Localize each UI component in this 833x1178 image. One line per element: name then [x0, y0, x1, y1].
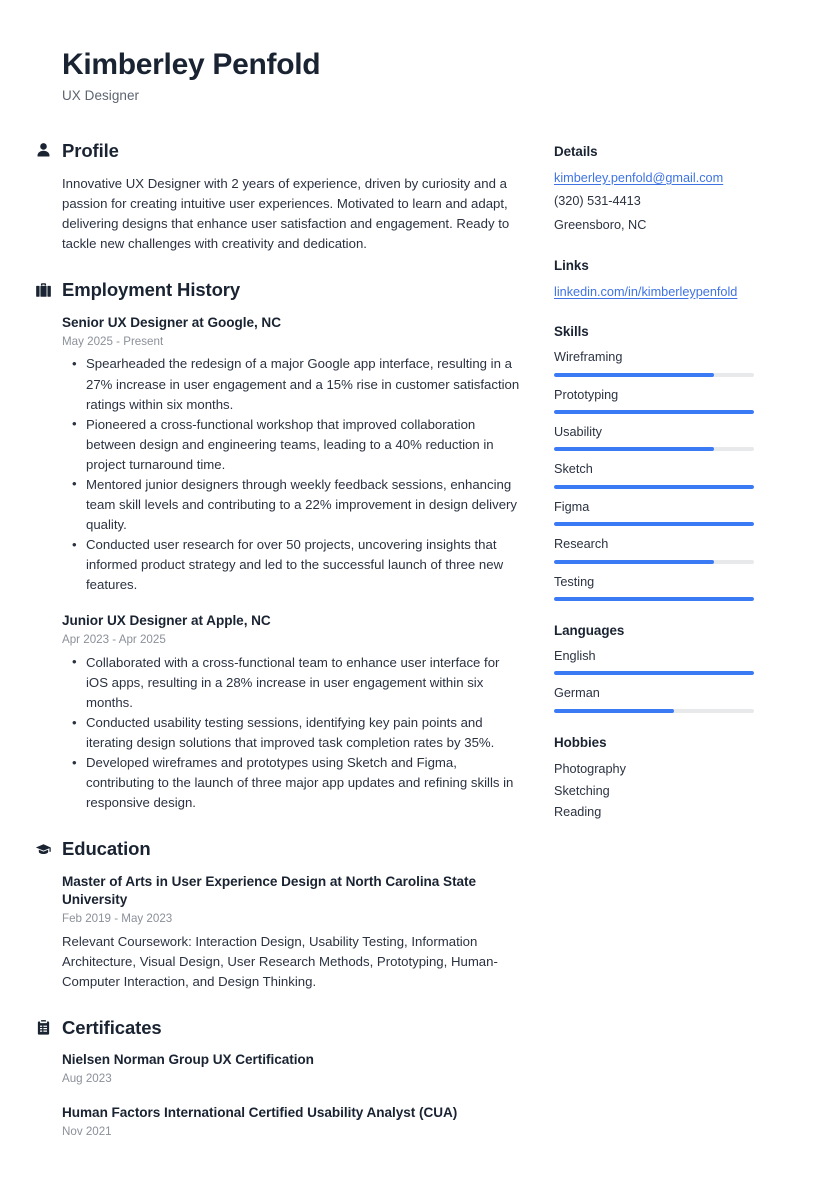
sidebar-heading: Details	[554, 143, 598, 159]
skill-level-fill	[554, 485, 754, 489]
entry-date: May 2025 - Present	[62, 334, 164, 348]
entry-bullets	[62, 354, 522, 595]
language-label: German	[554, 686, 600, 701]
entry-bullets	[62, 653, 522, 814]
profile-summary: Innovative UX Designer with 2 years of experience, driven by curiosity and a passion for creating intuitive user experiences. Motivated to learn and adapt, delivering designs that enhance user satisfaction and engagement. Ready to tackle new challenges with creativity and dedication.	[62, 176, 510, 252]
bullet-item: • Conducted user research for over 50 projects, uncovering insights that informed product strategy and led to the successful launch of three new features.	[62, 535, 522, 595]
phone-number: (320) 531-4413	[554, 194, 641, 209]
skill-level-fill	[554, 560, 714, 564]
email-link[interactable]: kimberley.penfold@gmail.com	[554, 170, 724, 185]
clipboard-icon	[35, 1019, 52, 1036]
entry-title: Nielsen Norman Group UX Certification	[62, 1052, 314, 1068]
skill-level-bar	[554, 447, 754, 451]
section-certificates	[62, 1018, 522, 1140]
skill-level-fill	[554, 410, 754, 414]
sidebar-column	[554, 141, 772, 847]
section-education	[62, 839, 522, 991]
skill-label: Figma	[554, 499, 590, 514]
entry-title: Junior UX Designer at Apple, NC	[62, 613, 271, 629]
skill-item	[554, 348, 772, 376]
employment-entry	[62, 314, 522, 595]
hobby-item: Sketching	[554, 783, 610, 798]
certificate-entry	[62, 1051, 522, 1087]
section-title: Profile	[62, 139, 119, 161]
skill-label: Testing	[554, 574, 595, 589]
skill-level-fill	[554, 597, 754, 601]
resume-header	[62, 48, 781, 103]
entry-date: Aug 2023	[62, 1072, 112, 1086]
language-item	[554, 647, 772, 675]
section-title: Employment History	[62, 279, 241, 301]
user-icon	[35, 142, 52, 159]
entry-title: Human Factors International Certified Usability Analyst (CUA)	[62, 1104, 458, 1120]
skill-level-bar	[554, 522, 754, 526]
bullet-item: • Developed wireframes and prototypes using Sketch and Figma, contributing to the launch of three major app updates and refining skills in responsive design.	[62, 753, 522, 813]
section-title: Education	[62, 838, 151, 860]
main-column	[62, 141, 522, 1166]
entry-date: Nov 2021	[62, 1124, 112, 1138]
skill-level-fill	[554, 373, 714, 377]
candidate-job-title: UX Designer	[62, 87, 140, 103]
sidebar-heading: Links	[554, 257, 589, 273]
skill-item	[554, 498, 772, 526]
entry-date: Apr 2023 - Apr 2025	[62, 633, 166, 647]
skill-level-bar	[554, 597, 754, 601]
employment-entry	[62, 612, 522, 813]
skill-label: Research	[554, 537, 609, 552]
language-level-bar	[554, 671, 754, 675]
skill-level-bar	[554, 485, 754, 489]
language-level-fill	[554, 709, 674, 713]
graduation-cap-icon	[35, 841, 52, 858]
skill-level-bar	[554, 410, 754, 414]
hobby-item: Reading	[554, 805, 602, 820]
sidebar-links	[554, 258, 772, 303]
section-education-header	[35, 839, 522, 859]
sidebar-languages	[554, 623, 772, 713]
hobby-item: Photography	[554, 761, 626, 776]
linkedin-link[interactable]: linkedin.com/in/kimberleypenfold	[554, 284, 738, 299]
entry-title: Master of Arts in User Experience Design at North Carolina State University	[62, 873, 477, 907]
candidate-name: Kimberley Penfold	[62, 48, 321, 81]
section-certificates-header	[35, 1018, 522, 1038]
sidebar-details	[554, 144, 772, 236]
language-item	[554, 684, 772, 712]
certificate-entry	[62, 1104, 522, 1140]
section-profile-header	[35, 141, 522, 161]
bullet-item: • Conducted usability testing sessions, identifying key pain points and iterating design solutions that improved task completion rates by 35%.	[62, 713, 522, 753]
bullet-item: • Mentored junior designers through weekly feedback sessions, enhancing team skill levels and contributing to a 22% improvement in design delivery quality.	[62, 475, 522, 535]
skill-level-fill	[554, 447, 714, 451]
sidebar-skills	[554, 324, 772, 601]
skill-label: Usability	[554, 424, 602, 439]
bullet-item: • Collaborated with a cross-functional team to enhance user interface for iOS apps, resulting in a 28% increase in user engagement within six months.	[62, 653, 522, 713]
skill-label: Wireframing	[554, 350, 623, 365]
entry-title: Senior UX Designer at Google, NC	[62, 314, 281, 330]
section-employment	[62, 280, 522, 813]
education-entry	[62, 873, 522, 992]
sidebar-heading: Skills	[554, 324, 589, 340]
sidebar-heading: Languages	[554, 622, 625, 638]
language-level-fill	[554, 671, 754, 675]
briefcase-icon	[35, 282, 52, 299]
entry-description: Relevant Coursework: Interaction Design, Usability Testing, Information Architecture, Visual Design, User Research Methods, Prototyping, Human-Computer Interaction, and Design Thinking.	[62, 933, 498, 989]
language-level-bar	[554, 709, 754, 713]
section-employment-header	[35, 280, 522, 300]
skill-level-fill	[554, 522, 754, 526]
section-profile	[62, 141, 522, 255]
resume-body	[62, 141, 781, 1166]
location-text: Greensboro, NC	[554, 217, 647, 232]
skill-item	[554, 423, 772, 451]
skill-label: Prototyping	[554, 387, 619, 402]
skill-label: Sketch	[554, 462, 593, 477]
skill-level-bar	[554, 373, 754, 377]
skill-item	[554, 535, 772, 563]
skill-level-bar	[554, 560, 754, 564]
entry-date: Feb 2019 - May 2023	[62, 911, 173, 925]
language-label: English	[554, 648, 596, 663]
bullet-item: • Spearheaded the redesign of a major Google app interface, resulting in a 27% increase in user engagement and a 15% rise in customer satisfaction ratings within six months.	[62, 354, 522, 414]
skill-item	[554, 460, 772, 488]
sidebar-heading: Hobbies	[554, 734, 607, 750]
skill-item	[554, 573, 772, 601]
bullet-item: • Pioneered a cross-functional workshop that improved collaboration between design and engineering teams, leading to a 40% reduction in project turnaround time.	[62, 415, 522, 475]
sidebar-hobbies	[554, 735, 772, 825]
skill-item	[554, 386, 772, 414]
section-title: Certificates	[62, 1016, 162, 1038]
